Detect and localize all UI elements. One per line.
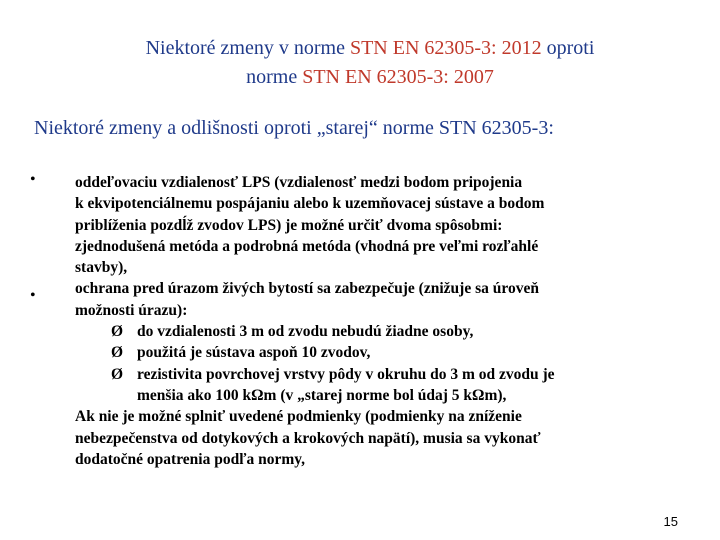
closing-line: dodatočné opatrenia podľa normy, [75,450,306,468]
sub-item-text: do vzdialenosti 3 m od zvodu nebudú žiadne osoby, [137,323,474,341]
title-line-2 [60,63,680,92]
sub-item-text: rezistivita povrchovej vrstvy pôdy v okruhu do 3 m od zvodu je [137,365,555,383]
bullet-1-line: priblíženia pozdĺž zvodov LPS) je možné určiť dvoma spôsobmi: [75,216,503,234]
title-line-1 [60,34,680,63]
arrow-bullet-icon: Ø [110,344,123,362]
bullet-1-line: zjednodušená metóda a podrobná metóda (vhodná pre veľmi rozľahlé [75,237,539,255]
standard-2007: STN EN 62305-3: 2007 [302,66,494,88]
body-text [75,172,715,470]
title-text: oproti [541,37,595,59]
bullet-1-line: stavby), [75,259,128,277]
bullet-2-line: možnosti úrazu): [75,301,188,319]
sub-item-2 [75,342,715,363]
bullet-2-line: ochrana pred úrazom živých bytostí sa zabezpečuje (znižuje sa úroveň [75,280,539,298]
closing-line: Ak nie je možné splniť uvedené podmienky (podmienky na zníženie [75,408,522,426]
bullet-2-dot: • [30,287,36,304]
title-text: Niektoré zmeny v norme [145,37,350,59]
bullet-1-dot: • [30,171,36,188]
standard-2012: STN EN 62305-3: 2012 [349,37,542,59]
page-number: 15 [663,514,678,529]
arrow-bullet-icon: Ø [110,365,123,383]
closing-line: nebezpečenstva od dotykových a krokových napätí), musia sa vykonať [75,429,541,447]
bullet-1-line: oddeľovaciu vzdialenosť LPS (vzdialenosť medzi bodom pripojenia [75,174,523,191]
title-text: norme [246,66,303,88]
bullet-1-line: k ekvipotenciálnemu pospájaniu alebo k uzemňovacej sústave a bodom [75,195,545,213]
sub-item-3 [75,364,715,385]
slide-title [60,34,680,92]
sub-item-1 [75,321,715,342]
sub-item-3-continuation: menšia ako 100 kΩm (v „starej norme bol údaj 5 kΩm), [137,386,507,404]
section-subtitle: Niektoré zmeny a odlišnosti oproti „starej“ norme STN 62305-3: [34,117,554,139]
arrow-bullet-icon: Ø [110,323,123,341]
sub-item-text: použitá je sústava aspoň 10 zvodov, [137,344,371,362]
